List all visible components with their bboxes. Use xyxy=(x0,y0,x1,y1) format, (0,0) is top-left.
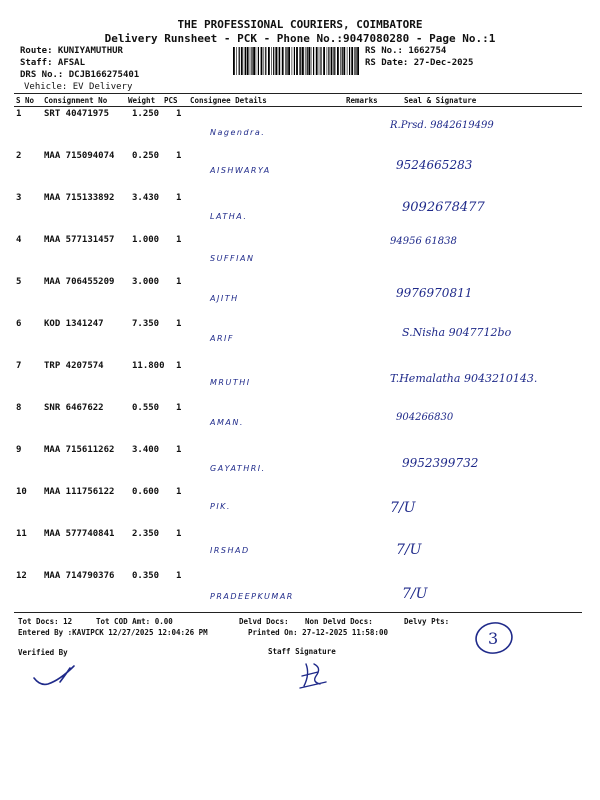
barcode-bar xyxy=(250,47,251,75)
row-consignee-name: GAYATHRI. xyxy=(210,464,266,473)
barcode-bar xyxy=(334,47,335,75)
row-consignment-number: SRT 40471975 xyxy=(44,109,110,119)
row-pcs: 1 xyxy=(176,403,182,413)
row-serial-number: 2 xyxy=(16,151,22,161)
barcode-bar xyxy=(233,47,235,75)
row-pcs: 1 xyxy=(176,193,182,203)
barcode-bar xyxy=(331,47,333,75)
row-weight: 3.000 xyxy=(132,277,160,287)
barcode-bar xyxy=(337,47,339,75)
row-consignee-name: AJITH xyxy=(210,294,239,303)
vehicle-label: Vehicle: EV Delivery xyxy=(24,82,133,92)
barcode-bar xyxy=(288,47,290,75)
row-consignment-number: MAA 111756122 xyxy=(44,487,115,497)
row-weight: 3.400 xyxy=(132,445,160,455)
row-consignee-name: AISHWARYA xyxy=(210,166,271,175)
barcode-bar xyxy=(279,47,280,75)
verifier-signature-icon xyxy=(30,660,90,690)
barcode-bar xyxy=(342,47,343,75)
barcode-bar xyxy=(328,47,329,75)
row-seal-signature: 904266830 xyxy=(396,412,454,423)
drs-number: DRS No.: DCJB166275401 xyxy=(20,70,140,80)
delivered-docs: Delvd Docs: xyxy=(239,617,289,626)
barcode-bar xyxy=(247,47,249,75)
row-consignment-number: SNR 6467622 xyxy=(44,403,104,413)
barcode-bar xyxy=(245,47,246,75)
row-consignee-name: LATHA. xyxy=(210,212,248,221)
barcode-bar xyxy=(354,47,355,75)
row-serial-number: 8 xyxy=(16,403,22,413)
barcode-bar xyxy=(251,47,252,75)
delivery-points: Delvy Pts: xyxy=(404,617,450,626)
row-consignment-number: TRP 4207574 xyxy=(44,361,104,371)
barcode-bar xyxy=(282,47,284,75)
barcode-bar xyxy=(296,47,298,75)
row-consignee-name: ARIF xyxy=(210,334,234,343)
barcode-bar xyxy=(333,47,334,75)
row-seal-signature: 9092678477 xyxy=(402,200,485,215)
barcode-bar xyxy=(300,47,301,75)
row-consignment-number: MAA 706455209 xyxy=(44,277,115,287)
row-serial-number: 4 xyxy=(16,235,22,245)
barcode-bar xyxy=(271,47,272,75)
row-pcs: 1 xyxy=(176,109,182,119)
row-consignment-number: MAA 715611262 xyxy=(44,445,115,455)
barcode-bar xyxy=(343,47,345,75)
barcode-bar xyxy=(273,47,274,75)
route-label: Route: KUNIYAMUTHUR xyxy=(20,46,123,56)
row-serial-number: 5 xyxy=(16,277,22,287)
col-header-consignment: Consignment No xyxy=(44,96,108,105)
col-header-weight: Weight xyxy=(128,96,156,105)
row-weight: 2.350 xyxy=(132,529,160,539)
col-header-pcs: PCS xyxy=(164,96,178,105)
row-serial-number: 9 xyxy=(16,445,22,455)
row-pcs: 1 xyxy=(176,319,182,329)
row-weight: 0.550 xyxy=(132,403,160,413)
barcode-bar xyxy=(275,47,277,75)
row-seal-signature: 9952399732 xyxy=(402,456,479,470)
col-header-seal: Seal & Signature xyxy=(404,96,477,105)
row-pcs: 1 xyxy=(176,571,182,581)
barcode-bar xyxy=(340,47,341,75)
total-cod-amount: Tot COD Amt: 0.00 xyxy=(96,617,173,626)
entered-by: Entered By :KAVIPCK 12/27/2025 12:04:26 PM xyxy=(18,628,208,637)
barcode-bar xyxy=(355,47,356,75)
row-pcs: 1 xyxy=(176,445,182,455)
barcode-bar xyxy=(268,47,270,75)
barcode-bar xyxy=(305,47,306,75)
company-title: THE PROFESSIONAL COURIERS, COIMBATORE xyxy=(177,18,423,31)
row-weight: 0.350 xyxy=(132,571,160,581)
staff-signature-label: Staff Signature xyxy=(268,647,336,656)
barcode-bar xyxy=(265,47,266,75)
barcode-bar xyxy=(241,47,243,75)
row-serial-number: 10 xyxy=(16,487,27,497)
barcode-bar xyxy=(302,47,304,75)
col-header-consignee: Consignee Details xyxy=(190,96,267,105)
row-consignee-name: PRADEEPKUMAR xyxy=(210,592,294,601)
barcode-bar xyxy=(278,47,279,75)
row-serial-number: 11 xyxy=(16,529,27,539)
row-weight: 1.000 xyxy=(132,235,160,245)
row-consignment-number: MAA 577740841 xyxy=(44,529,115,539)
staff-signature-icon xyxy=(296,658,336,692)
barcode-bar xyxy=(308,47,310,75)
row-consignee-name: SUFFIAN xyxy=(210,254,255,263)
row-consignee-name: PIK. xyxy=(210,502,231,511)
total-docs: Tot Docs: 12 xyxy=(18,617,73,626)
row-consignment-number: KOD 1341247 xyxy=(44,319,104,329)
col-header-sno: S No xyxy=(16,96,35,105)
barcode-bar xyxy=(349,47,350,75)
barcode-bar xyxy=(307,47,308,75)
row-consignment-number: MAA 715133892 xyxy=(44,193,115,203)
barcode-bar xyxy=(244,47,245,75)
rs-date: RS Date: 27-Dec-2025 xyxy=(365,58,474,68)
barcode-bar xyxy=(256,47,257,75)
row-weight: 7.350 xyxy=(132,319,160,329)
row-consignee-name: IRSHAD xyxy=(210,546,250,555)
row-pcs: 1 xyxy=(176,151,182,161)
barcode-bar xyxy=(236,47,237,75)
barcode-bar xyxy=(319,47,320,75)
delivery-points-circle xyxy=(470,618,518,658)
barcode-bar xyxy=(292,47,293,75)
runsheet-subtitle: Delivery Runsheet - PCK - Phone No.:9047080280 - Page No.:1 xyxy=(104,32,496,45)
staff-label: Staff: AFSAL xyxy=(20,58,86,68)
barcode-bar xyxy=(327,47,328,75)
row-pcs: 1 xyxy=(176,487,182,497)
row-seal-signature: 7/U xyxy=(396,542,422,558)
row-seal-signature: S.Nisha 9047712bo xyxy=(402,326,512,339)
row-seal-signature: T.Hemalatha 9043210143. xyxy=(390,372,538,385)
delivery-points-value: 3 xyxy=(488,629,499,648)
row-serial-number: 12 xyxy=(16,571,27,581)
row-serial-number: 6 xyxy=(16,319,22,329)
barcode-bar xyxy=(311,47,312,75)
barcode-bar xyxy=(323,47,325,75)
row-pcs: 1 xyxy=(176,529,182,539)
row-pcs: 1 xyxy=(176,361,182,371)
barcode-bar xyxy=(253,47,255,75)
barcode-bar xyxy=(316,47,318,75)
barcode-bar xyxy=(285,47,286,75)
row-serial-number: 7 xyxy=(16,361,22,371)
barcode-bar xyxy=(313,47,314,75)
barcode-bar xyxy=(357,47,359,75)
row-serial-number: 3 xyxy=(16,193,22,203)
row-pcs: 1 xyxy=(176,277,182,287)
row-consignee-name: AMAN. xyxy=(210,418,244,427)
row-weight: 11.800 xyxy=(132,361,165,371)
barcode-bar xyxy=(239,47,240,75)
row-weight: 3.430 xyxy=(132,193,160,203)
non-delivered-docs: Non Delvd Docs: xyxy=(305,617,373,626)
row-consignment-number: MAA 715094074 xyxy=(44,151,115,161)
row-seal-signature: R.Prsd. 9842619499 xyxy=(390,120,494,131)
row-seal-signature: 9976970811 xyxy=(396,286,473,300)
row-consignee-name: Nagendra. xyxy=(210,128,266,137)
barcode-bar xyxy=(261,47,263,75)
row-seal-signature: 7/U xyxy=(402,586,428,602)
barcode-bar xyxy=(286,47,287,75)
barcode-icon xyxy=(233,47,360,75)
row-consignment-number: MAA 577131457 xyxy=(44,235,115,245)
col-header-remarks: Remarks xyxy=(346,96,378,105)
rs-number: RS No.: 1662754 xyxy=(365,46,447,56)
row-weight: 1.250 xyxy=(132,109,160,119)
printed-on: Printed On: 27-12-2025 11:58:00 xyxy=(248,628,388,637)
row-weight: 0.600 xyxy=(132,487,160,497)
verified-by-label: Verified By xyxy=(18,648,68,657)
row-serial-number: 1 xyxy=(16,109,22,119)
barcode-bar xyxy=(299,47,300,75)
barcode-bar xyxy=(258,47,259,75)
barcode-bar xyxy=(294,47,295,75)
row-weight: 0.250 xyxy=(132,151,160,161)
row-seal-signature: 9524665283 xyxy=(396,158,473,172)
row-seal-signature: 94956 61838 xyxy=(390,236,457,247)
row-consignee-name: MRUTHI xyxy=(210,378,251,387)
table-top-rule xyxy=(14,93,582,94)
row-seal-signature: 7/U xyxy=(390,500,416,516)
barcode-bar xyxy=(351,47,353,75)
table-header-rule xyxy=(14,106,582,107)
row-consignment-number: MAA 714790376 xyxy=(44,571,115,581)
barcode-bar xyxy=(347,47,348,75)
row-pcs: 1 xyxy=(176,235,182,245)
table-bottom-rule xyxy=(14,612,582,613)
barcode-bar xyxy=(320,47,321,75)
barcode-bar xyxy=(264,47,265,75)
